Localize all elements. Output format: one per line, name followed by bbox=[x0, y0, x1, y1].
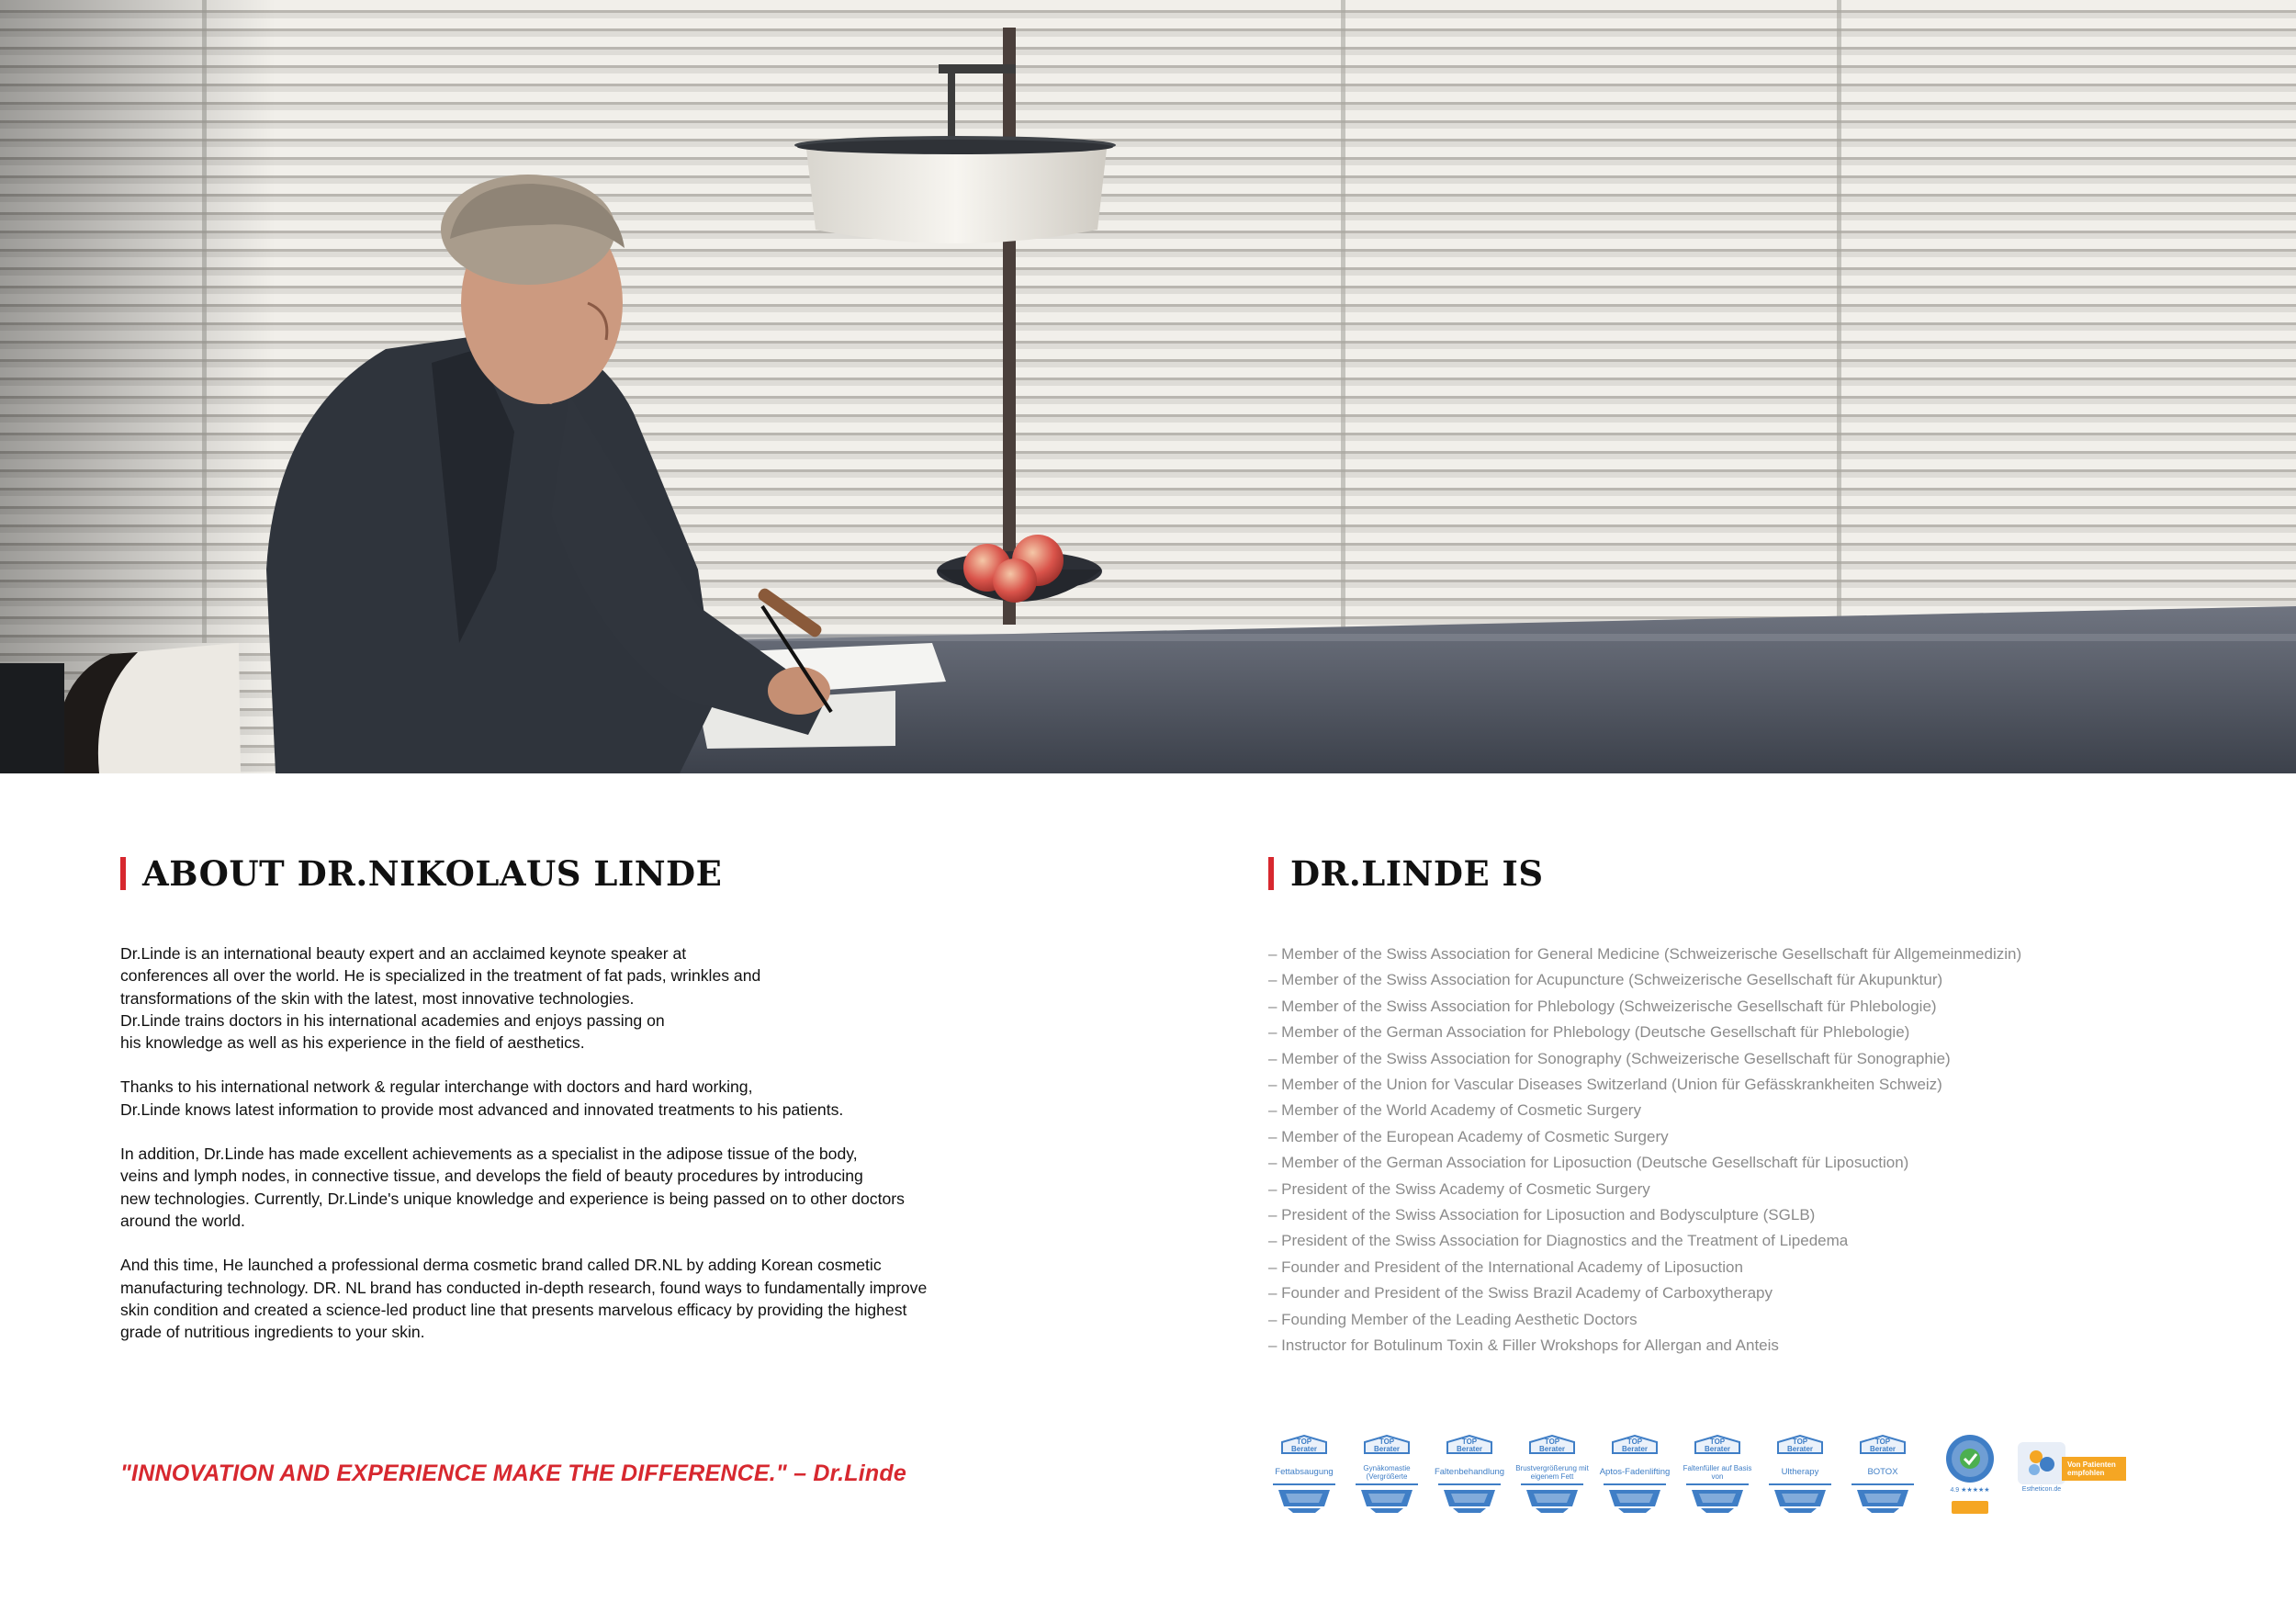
list-item: – Member of the European Academy of Cosmetic Surgery bbox=[1268, 1127, 1669, 1145]
badge-top-text: TOP bbox=[1544, 1438, 1560, 1446]
badge-shield-icon bbox=[1686, 1483, 1749, 1514]
list-item: – Member of the German Association for Liposuction (Deutsche Gesellschaft für Liposuction) bbox=[1268, 1154, 1909, 1172]
badge-cap-text bbox=[1446, 1438, 1493, 1453]
list-item: – Founding Member of the Leading Aesthetic Doctors bbox=[1268, 1310, 1638, 1328]
list-item: – Founder and President of the Swiss Brazil Academy of Carboxytherapy bbox=[1268, 1284, 1773, 1303]
badge-label: Faltenfüller auf Basis von bbox=[1683, 1464, 1752, 1481]
recommend-tag: Von Patienten empfohlen bbox=[2062, 1457, 2126, 1481]
badge-shield-icon bbox=[1438, 1483, 1501, 1514]
list-item: – Member of the Swiss Association for Phlebology (Schweizerische Gesellschaft für Phlebologie) bbox=[1268, 997, 1937, 1015]
badge-cap-text bbox=[1694, 1438, 1741, 1453]
heading-accent-bar bbox=[1268, 857, 1274, 890]
seal-icon bbox=[1942, 1431, 1998, 1486]
badge-berater-text: Berater bbox=[1538, 1445, 1565, 1453]
badge-berater-text: Berater bbox=[1621, 1445, 1648, 1453]
top-berater-badge bbox=[1681, 1431, 1754, 1519]
badge-shield-icon bbox=[1356, 1483, 1418, 1514]
badge-cap-text bbox=[1528, 1438, 1576, 1453]
badge-cap-text bbox=[1280, 1438, 1328, 1453]
award-badges bbox=[1267, 1431, 2186, 1523]
rating-seal bbox=[1942, 1431, 1998, 1519]
seal-rating: 4.9 ★★★★★ bbox=[1950, 1487, 1990, 1494]
memberships-title: DR.LINDE IS bbox=[1290, 853, 1544, 894]
badge-top-text: TOP bbox=[1379, 1438, 1395, 1446]
list-item: – President of the Swiss Academy of Cosmetic Surgery bbox=[1268, 1179, 1650, 1198]
text-line: Thanks to his international network & regular interchange with doctors and hard working, bbox=[120, 1077, 753, 1097]
list-item: – Member of the Swiss Association for General Medicine (Schweizerische Gesellschaft für Allgemeinmedizin) bbox=[1268, 945, 2022, 963]
top-berater-badge bbox=[1267, 1431, 1341, 1519]
badge-cap-text bbox=[1859, 1438, 1907, 1453]
badge-berater-text: Berater bbox=[1456, 1445, 1482, 1453]
badge-shield-icon bbox=[1604, 1483, 1666, 1514]
text-line: his knowledge as well as his experience in the field of aesthetics. bbox=[120, 1033, 585, 1053]
list-item: – Member of the Union for Vascular Diseases Switzerland (Union für Gefässkrankheiten Schweiz) bbox=[1268, 1076, 1942, 1094]
badge-label: Brustvergrößerung mit eigenem Fett bbox=[1515, 1464, 1589, 1481]
top-berater-badge bbox=[1846, 1431, 1919, 1519]
recommend-badge bbox=[2016, 1440, 2126, 1495]
badge-cap-text bbox=[1776, 1438, 1824, 1453]
badge-top-text: TOP bbox=[1461, 1438, 1478, 1446]
heading-accent-bar bbox=[120, 857, 126, 890]
about-title: ABOUT DR.NIKOLAUS LINDE bbox=[142, 853, 723, 894]
badge-label: Aptos-Fadenlifting bbox=[1599, 1467, 1671, 1477]
badge-shield-icon bbox=[1769, 1483, 1831, 1514]
text-line: And this time, He launched a professional derma cosmetic brand called DR.NL by adding Korean cosmetic bbox=[120, 1256, 882, 1275]
text-line: transformations of the skin with the latest, most innovative technologies. bbox=[120, 988, 635, 1008]
text-line: new technologies. Currently, Dr.Linde's unique knowledge and experience is being passed on to other doctors bbox=[120, 1189, 905, 1208]
text-line: Dr.Linde knows latest information to provide most advanced and innovated treatments to his patients. bbox=[120, 1100, 844, 1119]
list-item: – President of the Swiss Association for Diagnostics and the Treatment of Lipedema bbox=[1268, 1232, 1849, 1250]
text-line: skin condition and created a science-led product line that presents marvelous efficacy by providing the highest bbox=[120, 1300, 907, 1319]
list-item: – Member of the Swiss Association for Sonography (Schweizerische Gesellschaft für Sonographie) bbox=[1268, 1049, 1951, 1067]
list-item: – Instructor for Botulinum Toxin & Filler Wrokshops for Allergan and Anteis bbox=[1268, 1336, 1779, 1355]
top-berater-badge bbox=[1350, 1431, 1424, 1519]
about-text bbox=[120, 942, 1085, 1365]
badge-cap-text bbox=[1611, 1438, 1659, 1453]
badge-berater-text: Berater bbox=[1869, 1445, 1896, 1453]
text-line: Dr.Linde trains doctors in his international academies and enjoys passing on bbox=[120, 1010, 665, 1030]
quote: "INNOVATION AND EXPERIENCE MAKE THE DIFFERENCE." – Dr.Linde bbox=[120, 1460, 906, 1486]
badge-top-text: TOP bbox=[1792, 1438, 1808, 1446]
text-line: around the world. bbox=[120, 1211, 245, 1230]
badge-berater-text: Berater bbox=[1704, 1445, 1730, 1453]
top-berater-badge bbox=[1433, 1431, 1506, 1519]
top-berater-badge bbox=[1515, 1431, 1589, 1519]
list-item: – Founder and President of the International Academy of Liposuction bbox=[1268, 1257, 1743, 1276]
badge-berater-text: Berater bbox=[1290, 1445, 1317, 1453]
hero-illustration bbox=[0, 0, 2296, 773]
text-line: conferences all over the world. He is specialized in the treatment of fat pads, wrinkles and bbox=[120, 966, 761, 986]
text-line: veins and lymph nodes, in connective tissue, and develops the field of beauty procedures by introducing bbox=[120, 1167, 863, 1186]
badge-shield-icon bbox=[1851, 1483, 1914, 1514]
about-paragraph-1 bbox=[120, 942, 1085, 1054]
about-paragraph-4 bbox=[120, 1254, 1085, 1343]
text-line: manufacturing technology. DR. NL brand has conducted in-depth research, found ways to fundamentally improve bbox=[120, 1278, 928, 1297]
list-item: – Member of the World Academy of Cosmetic Surgery bbox=[1268, 1101, 1641, 1120]
badge-top-text: TOP bbox=[1709, 1438, 1726, 1446]
recommend-caption: Estheticon.de bbox=[2021, 1486, 2062, 1493]
badge-berater-text: Berater bbox=[1373, 1445, 1400, 1453]
list-item: – Member of the Swiss Association for Acupuncture (Schweizerische Gesellschaft für Akupunktur) bbox=[1268, 971, 1943, 989]
badge-label: BOTOX bbox=[1867, 1467, 1898, 1477]
about-paragraph-3 bbox=[120, 1143, 1085, 1232]
list-item: – Member of the German Association for Phlebology (Deutsche Gesellschaft für Phlebologie) bbox=[1268, 1023, 1910, 1042]
badge-label: Ultherapy bbox=[1781, 1467, 1819, 1477]
text-line: In addition, Dr.Linde has made excellent achievements as a specialist in the adipose tissue of the body, bbox=[120, 1145, 858, 1164]
badge-top-text: TOP bbox=[1874, 1438, 1891, 1446]
badge-label: Faltenbehandlung bbox=[1434, 1467, 1505, 1477]
badge-berater-text: Berater bbox=[1786, 1445, 1813, 1453]
list-item: – President of the Swiss Association for Liposuction and Bodysculpture (SGLB) bbox=[1268, 1206, 1816, 1224]
text-line: Dr.Linde is an international beauty expert and an acclaimed keynote speaker at bbox=[120, 944, 687, 963]
about-paragraph-2 bbox=[120, 1076, 1085, 1121]
badge-label: Gynäkomastie (Vergrößerte bbox=[1363, 1464, 1411, 1481]
text-line: grade of nutritious ingredients to your skin. bbox=[120, 1323, 425, 1342]
memberships-heading bbox=[1268, 852, 1544, 895]
badge-label: Fettabsaugung bbox=[1275, 1467, 1334, 1477]
badge-top-text: TOP bbox=[1626, 1438, 1643, 1446]
top-berater-badge bbox=[1598, 1431, 1671, 1519]
top-berater-badge bbox=[1763, 1431, 1837, 1519]
membership-list bbox=[1268, 942, 2260, 1359]
about-heading bbox=[120, 852, 722, 895]
badge-cap-text bbox=[1363, 1438, 1411, 1453]
badge-shield-icon bbox=[1521, 1483, 1583, 1514]
seal-ribbon-icon bbox=[1952, 1501, 1988, 1514]
badge-top-text: TOP bbox=[1296, 1438, 1312, 1446]
badge-shield-icon bbox=[1273, 1483, 1335, 1514]
recommend-logo-icon bbox=[2016, 1440, 2067, 1486]
hero-photo bbox=[0, 0, 2296, 773]
